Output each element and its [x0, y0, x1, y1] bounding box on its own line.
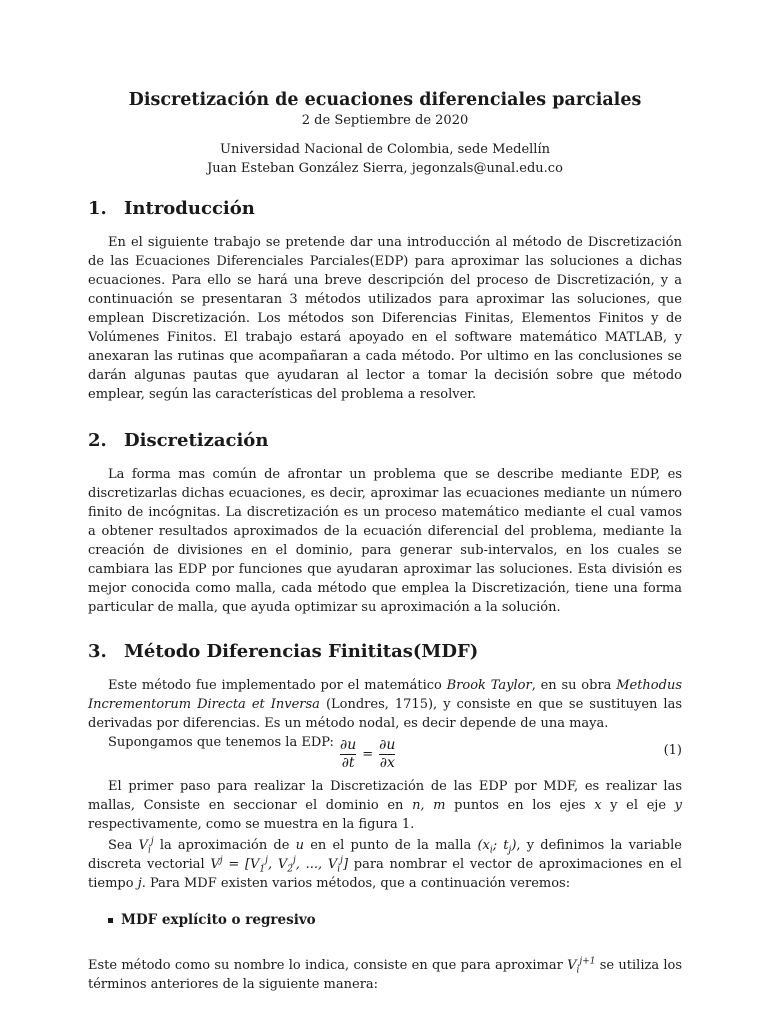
section-3-heading [88, 639, 682, 665]
section-2-number: 2. [88, 430, 107, 451]
bullet-icon [108, 918, 113, 923]
mdf-p4-text-e: para nombrar el vector de aproximaciones en el tiempo [88, 857, 682, 891]
mdf-p1-text-a: Este método fue implementado por el matemático [108, 678, 447, 693]
var-vij1: $V_i^{j+1}$ [567, 956, 596, 976]
mdf-p5-text-a: Este método como su nombre lo indica, consiste en que para aproximar [88, 958, 568, 973]
var-u: u [295, 838, 304, 853]
mesh-point: ($x_i$; $t_j$) [477, 838, 517, 856]
mdf-p3-text-b: puntos en los ejes [445, 798, 595, 813]
var-x: x [594, 798, 602, 813]
lhs-fraction [340, 737, 356, 772]
mdf-paragraph-5 [88, 956, 682, 994]
var-j: j [137, 876, 142, 891]
section-2-heading [88, 428, 682, 454]
mdf-paragraph-3 [88, 777, 682, 834]
university: Universidad Nacional de Colombia, sede Medellín [219, 142, 550, 157]
section-1-heading [88, 196, 682, 222]
var-nm: n, m [412, 798, 446, 813]
paper-date: 2 de Septiembre de 2020 [301, 113, 469, 128]
mdf-p3-text-c: y el eje [601, 798, 675, 813]
mdf-p4-text-f: . Para MDF existen varios métodos, que a continuación veremos: [141, 876, 571, 891]
section-1-number: 1. [88, 198, 107, 219]
paper-title: Discretización de ecuaciones diferenciales parciales [128, 90, 642, 110]
mdf-p5-text-b: se utiliza los términos anteriores de la siguiente manera: [88, 958, 683, 992]
equation-1 [340, 737, 395, 772]
lhs-numerator: ∂u [340, 737, 357, 753]
mdf-p1-text-c: (Londres, 1715), y consiste en que se sustituyen las derivadas por diferencias. Es un método nodal, es decir depende de una maya. [88, 697, 682, 731]
author-line: Juan Esteban González Sierra, jegonzals@unal.edu.co [207, 161, 563, 176]
bullet-label: MDF explícito o regresivo [121, 912, 316, 928]
equation-block [88, 733, 682, 777]
section-2-title: Discretización [124, 430, 269, 451]
var-y: y [674, 798, 682, 813]
rhs-fraction [379, 737, 395, 772]
mdf-p3-text-a: El primer paso para realizar la Discretización de las EDP por MDF, es realizar las mallas, Consiste en seccionar el dominio en [88, 779, 682, 813]
mdf-p1-text-b: , en su obra [531, 678, 617, 693]
mdf-p3-text-d: respectivamente, como se muestra en la figura 1. [88, 817, 415, 832]
mdf-p4-text-b: la aproximación de [153, 838, 296, 853]
rhs-denominator: ∂x [379, 755, 395, 771]
section-3-title: Método Diferencias Finititas(MDF) [124, 641, 479, 662]
mdf-paragraph-4 [88, 836, 682, 893]
mdf-p4-text-a: Sea [108, 838, 139, 853]
vector-definition: $V^j = [V_1^j$, $V_2^j$, ..., $V_i^j$] [210, 855, 349, 875]
mdf-p4-text-c: en el punto de la malla [304, 838, 478, 853]
var-vij: $V_i^j$ [138, 836, 154, 856]
rhs-numerator: ∂u [379, 737, 396, 753]
author-name: Brook Taylor [446, 678, 532, 693]
mdf-paragraph-1 [88, 676, 682, 733]
work-title: Methodus Incrementorum Directa et Inversa [88, 678, 682, 712]
mdf-p4-text-d: , y definimos la variable discreta vectorial [88, 838, 682, 872]
bullet-mdf-explicito [108, 911, 682, 930]
section-1-title: Introducción [124, 198, 255, 219]
section-3-number: 3. [88, 641, 107, 662]
lhs-denominator: ∂t [341, 755, 355, 771]
section-2-paragraph: La forma mas común de afrontar un problema que se describe mediante EDP, es discretizarlas dichas ecuaciones, es decir, aproximar las ecuaciones mediante un número finito de incógnitas. La discretización es un proceso matemático mediante el cual vamos a obtener resultados aproximados de la ecuación diferencial del problema, mediante la creación de divisiones en el dominio, para generar sub-intervalos, en los cuales se cambiara las EDP por funciones que ayudaran aproximar las soluciones. Esta división es mejor conocida como malla, cada método que emplea la Discretización, tiene una forma particular de malla, que ayuda optimizar su aproximación a la solución. [88, 467, 682, 615]
equation-number: (1) [663, 743, 682, 758]
mdf-paragraph-2: Supongamos que tenemos la EDP: [108, 735, 334, 750]
equals-sign: = [362, 747, 374, 762]
section-1-paragraph: En el siguiente trabajo se pretende dar una introducción al método de Discretización de las Ecuaciones Diferenciales Parciales(EDP) para aproximar las soluciones a dichas ecuaciones. Para ello se hará una breve descripción del proceso de Discretización, y a continuación se presentaran 3 métodos utilizados para aproximar las soluciones, que emplean Discretización. Los métodos son Diferencias Finitas, Elementos Finitos y de Volúmenes Finitos. El trabajo estará apoyado en el software matemático MATLAB, y anexaran las rutinas que acompañaran a cada método. Por ultimo en las conclusiones se darán algunas pautas que ayudaran al lector a tomar la decisión sobre que método emplear, según las características del problema a resolver. [88, 235, 682, 402]
page [88, 88, 682, 994]
